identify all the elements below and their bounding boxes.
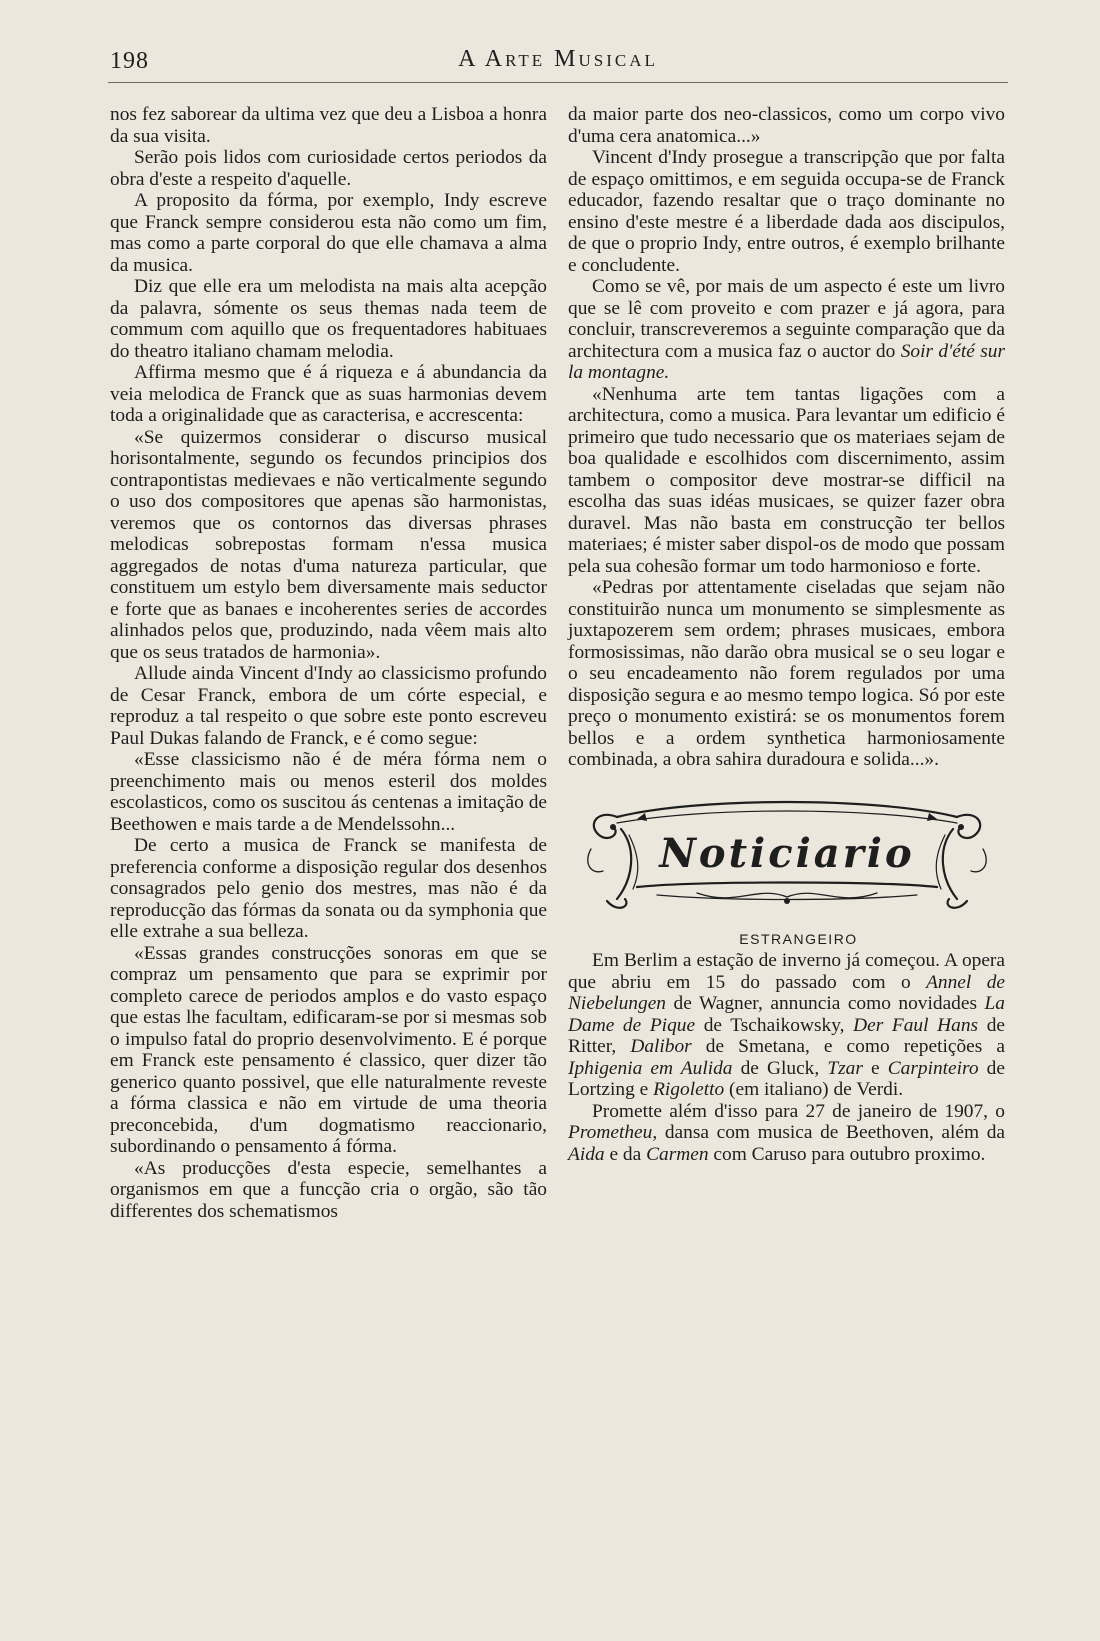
opera-title: Aida [568,1143,605,1165]
news-text: Em Berlim a estação de inverno já começou. A opera que abriu em 15 do passado com o [568,950,1005,993]
paragraph-text: Como se vê, por mais de um aspecto é este um livro que se lê com proveito e com prazer e já agora, para concluir, transcreveremos a seguinte comparação que da architectura com a musica faz o auctor do [568,276,1005,362]
news-text: Promette além d'isso para 27 de janeiro de 1907, o [592,1100,1005,1122]
news-text: com Caruso para outubro proximo. [708,1143,986,1165]
news-text: de Ritter, [568,1014,1005,1057]
header-rule [108,82,1008,83]
news-text: de Tschaikowsky, [695,1014,854,1036]
paragraph: Affirma mesmo que é á riqueza e á abundancia da veia melodica de Franck que as suas harmonias devem toda a originalidade que as caracterisa, e accrescenta: [110,362,547,426]
paragraph: Diz que elle era um melodista na mais alta acepção da palavra, sómente os seus themas nada teem de commum com aquillo que os frequentadores habituaes do theatro italiano chamam melodia. [110,276,547,362]
opera-title: Rigoletto [653,1079,725,1100]
opera-title: Tzar [827,1057,863,1079]
left-column [110,104,547,1222]
opera-title: Prometheu [568,1122,653,1143]
quote-paragraph: «Esse classicismo não é de méra fórma nem o preenchimento mais ou menos esteril dos moldes escolasticos, como os suscitou ás centenas a imitação de Beethowen e mais tarde a de Mendelssohn... [110,749,547,835]
news-text: (em italiano) de Verdi. [724,1079,904,1100]
news-text: e [862,1057,888,1079]
paragraph: A proposito da fórma, por exemplo, Indy escreve que Franck sempre considerou esta não como um fim, mas como a parte corporal do que elle chamava a alma da musica. [110,190,547,276]
ornament-title: Noticiario [658,829,915,877]
paragraph: nos fez saborear da ultima vez que deu a Lisboa a honra da sua visita. [110,104,547,147]
paragraph: De certo a musica de Franck se manifesta de preferencia conforme a disposição regular dos desenhos consagrados pelo genio dos mestres, mas não é da reproducção das fórmas da sonata ou da symphonia que elle extrahe a sua belleza. [110,835,547,942]
quote-paragraph: «Pedras por attentamente ciseladas que sejam não constituirão nunca um monumento se simplesmente as juxtapozerem sem ordem; phrases musicaes, embora formosissimas, não darão obra musical se o seu logar e o seu encadeamento não forem regulados por uma disposição segura e ao mesmo tempo logica. Só por este preço o monumento existirá: se os monumentos forem bellos e a ordem synthetica harmoniosamente combinada, a obra sahira duradoura e solida...». [568,577,1005,770]
paragraph: Vincent d'Indy prosegue a transcripção que por falta de espaço omittimos, e em seguida occupa-se de Franck educador, fazendo resaltar que o traço dominante no ensino d'este mestre é a liberdade dada aos discipulos, de que o proprio Indy, entre outros, é exemplo brilhante e concludente. [568,147,1005,276]
opera-title: Dalibor [630,1036,692,1057]
opera-title: Carpinteiro [887,1057,979,1079]
opera-title: Iphigenia em Aulida [568,1057,733,1079]
opera-title: Annel de Niebelungen [568,971,1006,1014]
news-text: de Lortzing e [568,1057,1005,1100]
news-paragraph [568,950,1005,1101]
quote-paragraph: «Nenhuma arte tem tantas ligações com a architectura, como a musica. Para levantar um edificio é primeiro que tudo necessario que os materiaes sejam de boa qualidade e escolhidos com discernimento, assim tambem o compositor deve mostrar-se difficil na escolha das suas idéas musicaes, se quizer fazer obra duravel. Mas não basta em construcção ter bellos materiaes; é mister saber dispol-os de modo que possam pela sua cohesão formar um todo harmonioso e forte. [568,383,1005,577]
news-text: , dansa com musica de Beethoven, além da [652,1122,1005,1143]
quote-paragraph: «Essas grandes construcções sonoras em que se compraz um pensamento que para se exprimir por completo carece de periodos amplos e do vasto espaço que estas lhe facultam, edificaram-se por si mesmas sob o impulso fatal do proprio desenvolvimento. E é porque em Franck este pensamento é classico, quer dizer tão generico quanto possivel, que elle naturalmente reveste a fórma classica e não em virtude de uma theoria preconcebida, d'um dogmatismo reaccionario, subordinando o pensamento á fórma. [110,942,547,1157]
news-text: de Gluck, [732,1057,828,1079]
paragraph [568,276,1005,384]
opera-title: Carmen [646,1143,709,1165]
paragraph: Allude ainda Vincent d'Indy ao classicismo profundo de Cesar Franck, embora de um córte especial, e reproduz a tal respeito o que sobre este ponto escreveu Paul Dukas falando de Franck, e é como segue: [110,663,547,749]
right-column [568,104,1005,1165]
running-title: A Arte Musical [458,46,658,72]
news-text: de Wagner, annuncia como novidades [666,993,985,1014]
paragraph: Serão pois lidos com curiosidade certos periodos da obra d'este a respeito d'aquelle. [110,147,547,190]
opera-title: La Dame de Pique [568,993,1005,1036]
page-header [108,40,1008,80]
noticiario-ornament [577,789,997,919]
news-text: de Smetana, e como repetições a [691,1036,1005,1057]
paragraph: da maior parte dos neo-classicos, como um corpo vivo d'uma cera anatomica...» [568,104,1005,147]
news-paragraph [568,1101,1005,1166]
quote-paragraph: «Se quizermos considerar o discurso musical horisontalmente, segundo os fecundos principios dos contrapontistas medievaes e não verticalmente segundo o uso dos compositores que apenas são harmonistas, veremos que os contornos das diversas phrases melodicas sobrepostas formam n'essa musica aggregados de notas d'uma natureza particular, que constituem um estylo bem diversamente mais seductor e forte que as banaes e incoherentes series de accordes alinhados pelos que, produzindo, nada vêem mais alto que os seus tratados de harmonia». [110,426,547,663]
work-title: Soir d'été sur la montagne. [568,340,1006,383]
section-heading: ESTRANGEIRO [739,930,858,947]
opera-title: Der Faul Hans [853,1014,979,1036]
page-number: 198 [110,48,149,74]
news-text: e da [604,1143,647,1165]
quote-paragraph: «As producções d'esta especie, semelhantes a organismos em que a funcção cria o orgão, são tão differentes dos schematismos [110,1157,547,1222]
